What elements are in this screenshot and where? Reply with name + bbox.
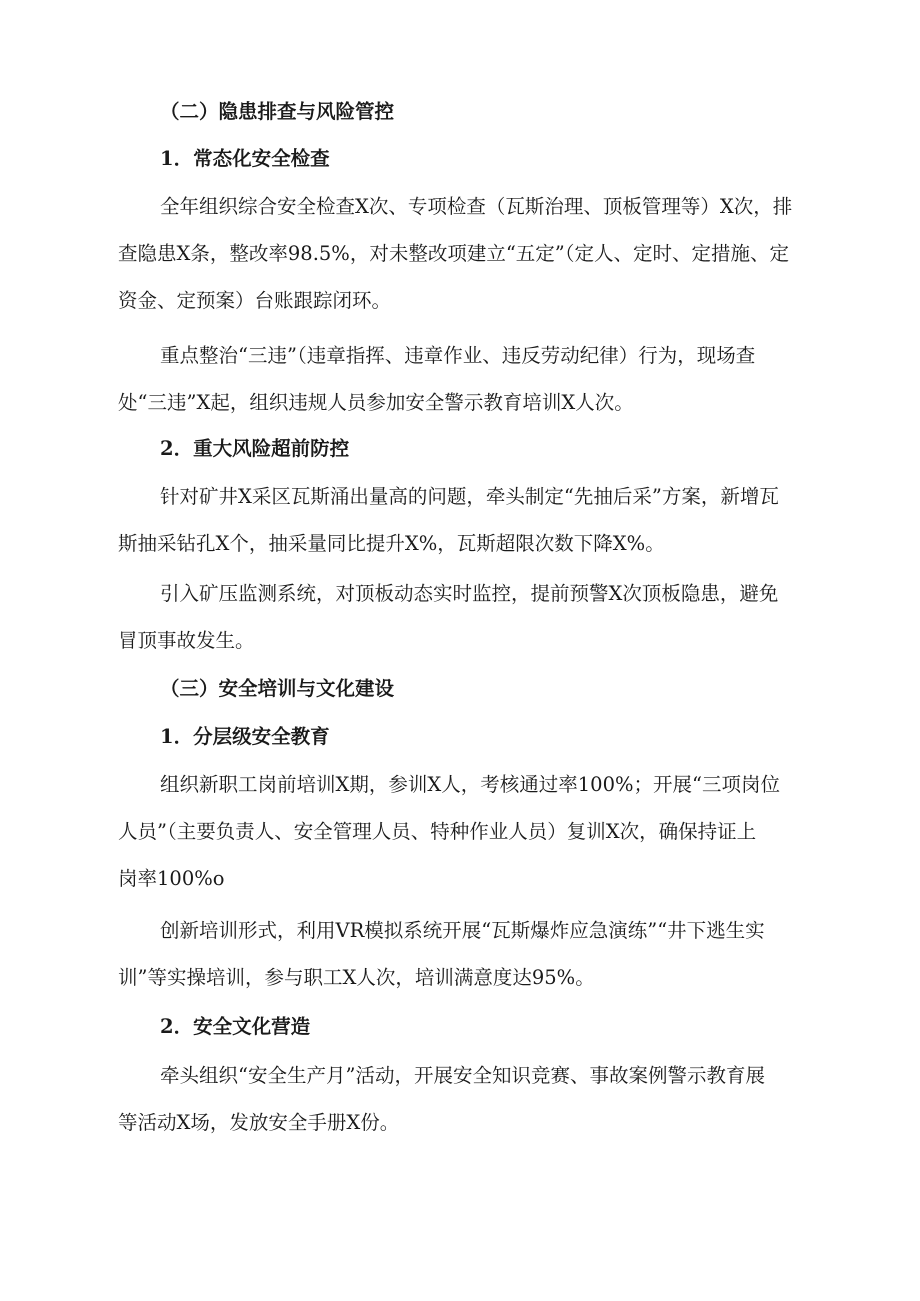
paragraph-line: 人员”（主要负责人、安全管理人员、特种作业人员）复训X次，确保持证上 bbox=[118, 820, 757, 843]
paragraph-line: 组织新职工岗前培训X期，参训X人，考核通过率100%；开展“三项岗位 bbox=[160, 773, 780, 796]
subheading-major-risk-prevention: 2．重大风险超前防控 bbox=[160, 437, 350, 460]
paragraph-line: 查隐患X条，整改率98.5%，对未整改项建立“五定”（定人、定时、定措施、定 bbox=[118, 242, 790, 265]
paragraph-line: 全年组织综合安全检查X次、专项检查（瓦斯治理、顶板管理等）X次，排 bbox=[160, 195, 793, 218]
paragraph-line: 创新培训形式，利用VR模拟系统开展“瓦斯爆炸应急演练”“井下逃生实 bbox=[160, 919, 765, 942]
paragraph-line: 针对矿井X采区瓦斯涌出量高的问题，牵头制定“先抽后采”方案，新增瓦 bbox=[160, 485, 779, 508]
paragraph-line: 资金、定预案）台账跟踪闭环。 bbox=[118, 289, 392, 312]
paragraph-line: 引入矿压监测系统，对顶板动态实时监控，提前预警X次顶板隐患，避免 bbox=[160, 582, 779, 605]
paragraph-line: 斯抽采钻孔X个，抽采量同比提升X%，瓦斯超限次数下降X%。 bbox=[118, 532, 665, 555]
section-heading-hazard-investigation: （二）隐患排查与风险管控 bbox=[160, 100, 395, 123]
paragraph-line: 冒顶事故发生。 bbox=[118, 629, 255, 652]
paragraph-line: 训”等实操培训，参与职工X人次，培训满意度达95%。 bbox=[118, 966, 595, 989]
section-heading-safety-training: （三）安全培训与文化建设 bbox=[160, 677, 395, 700]
paragraph-line: 岗率100%o bbox=[118, 867, 225, 890]
paragraph-line: 处“三违”X起，组织违规人员参加安全警示教育培训X人次。 bbox=[118, 391, 634, 414]
paragraph-line: 牵头组织“安全生产月”活动，开展安全知识竞赛、事故案例警示教育展 bbox=[160, 1064, 765, 1087]
subheading-safety-culture: 2．安全文化营造 bbox=[160, 1015, 311, 1038]
paragraph-line: 重点整治“三违”（违章指挥、违章作业、违反劳动纪律）行为，现场查 bbox=[160, 344, 756, 367]
subheading-tiered-education: 1．分层级安全教育 bbox=[160, 725, 330, 748]
subheading-routine-inspection: 1．常态化安全检查 bbox=[160, 147, 330, 170]
paragraph-line: 等活动X场，发放安全手册X份。 bbox=[118, 1111, 400, 1134]
